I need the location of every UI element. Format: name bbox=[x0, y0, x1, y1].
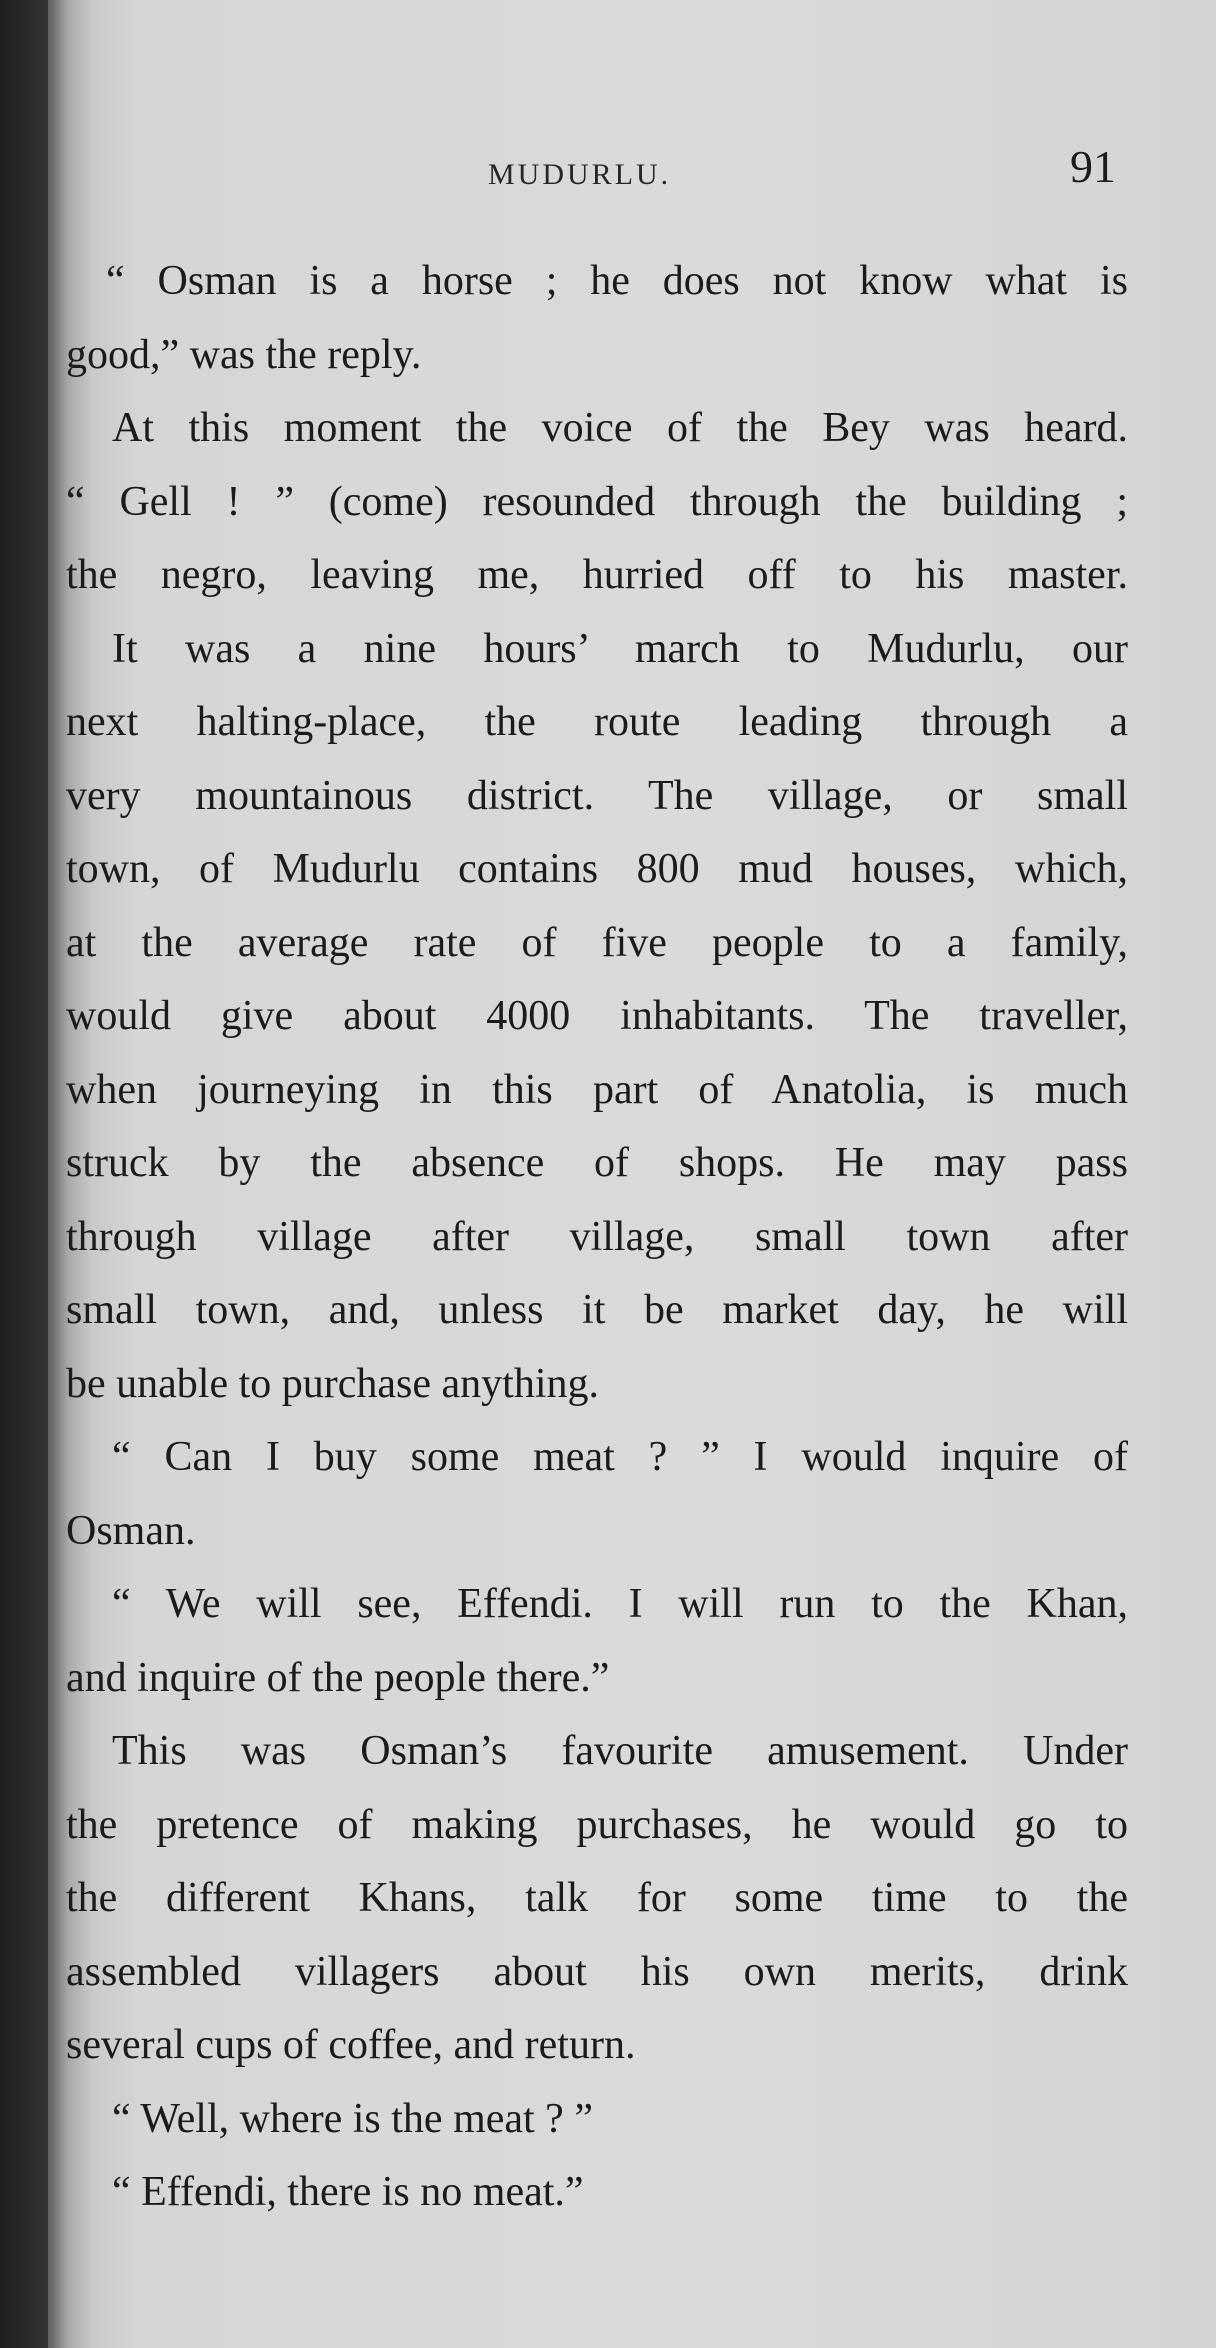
text-line: town, of Mudurlu contains 800 mud houses, which, bbox=[66, 846, 1128, 892]
body-text bbox=[66, 245, 1128, 2230]
text-line: struck by the absence of shops. He may pass bbox=[66, 1140, 1128, 1186]
text-line: very mountainous district. The village, or small bbox=[66, 772, 1128, 819]
text-line: This was Osman’s favourite amusement. Under bbox=[112, 1728, 1128, 1774]
text-line: “ We will see, Effendi. I will run to the Khan, bbox=[112, 1581, 1128, 1627]
text-line: be unable to purchase anything. bbox=[66, 1360, 599, 1407]
text-line: Osman. bbox=[66, 1507, 196, 1554]
book-spine-shadow bbox=[0, 0, 48, 2348]
text-line: the negro, leaving me, hurried off to his master. bbox=[66, 552, 1128, 598]
text-line: at the average rate of five people to a family, bbox=[66, 919, 1128, 966]
text-line: several cups of coffee, and return. bbox=[66, 2022, 636, 2068]
chapter-title: MUDURLU. bbox=[488, 158, 672, 191]
text-line: “ Osman is a horse ; he does not know what is bbox=[106, 258, 1128, 304]
running-head bbox=[0, 140, 1216, 200]
text-line: would give about 4000 inhabitants. The traveller, bbox=[66, 993, 1128, 1039]
text-line: It was a nine hours’ march to Mudurlu, our bbox=[112, 625, 1128, 672]
text-line: the different Khans, talk for some time to the bbox=[66, 1875, 1128, 1921]
text-line: when journeying in this part of Anatolia, is much bbox=[66, 1066, 1128, 1113]
page-number: 91 bbox=[1070, 141, 1116, 192]
text-line: through village after village, small town after bbox=[66, 1213, 1128, 1260]
text-line: and inquire of the people there.” bbox=[66, 1654, 610, 1701]
text-line: “ Can I buy some meat ? ” I would inquire of bbox=[112, 1434, 1128, 1480]
text-line: “ Effendi, there is no meat.” bbox=[112, 2169, 584, 2215]
text-line: next halting-place, the route leading through a bbox=[66, 699, 1128, 745]
text-line: the pretence of making purchases, he would go to bbox=[66, 1801, 1128, 1848]
text-line: small town, and, unless it be market day, he will bbox=[66, 1287, 1128, 1333]
text-line: “ Well, where is the meat ? ” bbox=[112, 2095, 593, 2142]
text-line: At this moment the voice of the Bey was heard. bbox=[112, 405, 1128, 451]
text-line: good,” was the reply. bbox=[66, 331, 422, 378]
text-line: “ Gell ! ” (come) resounded through the building ; bbox=[66, 478, 1128, 525]
text-line: assembled villagers about his own merits, drink bbox=[66, 1948, 1128, 1995]
